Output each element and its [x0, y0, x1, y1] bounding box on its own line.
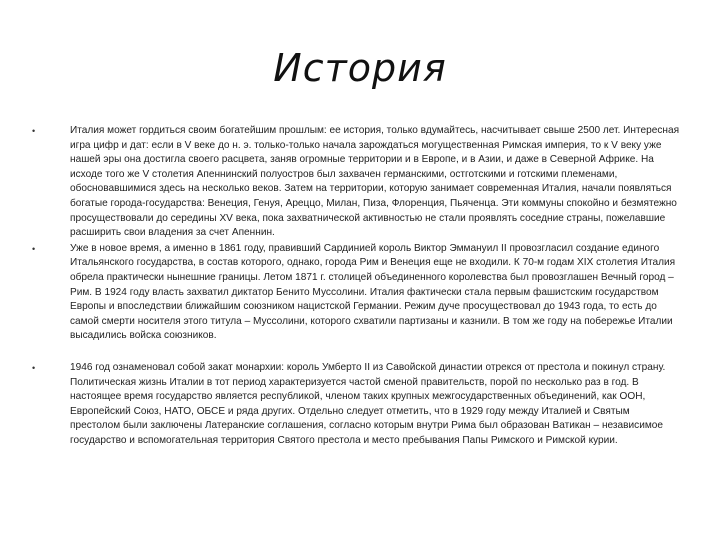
- bullet-text: Италия может гордиться своим богатейшим прошлым: ее история, только вдумайтесь, насчитывает свыше 2500 лет. Интересная игра цифр и дат: если в V веке до н. э. только-только начала зарождаться могущественная Римская империя, то к V веку уже нашей эры она достигла своего расцвета, заняв огромные территории и в Европе, и в Азии, и даже в Северной Африке. На исходе того же V столетия Апеннинский полуостров был захвачен германскими, остготскими и готскими племенами, обосновавшимися здесь на несколько веков. Затем на территории, которую занимает современная Италия, начали появляться богатые города-государства: Венеция, Генуя, Ареццо, Милан, Пиза, Флоренция, Пьяченца. Эти коммуны спокойно и безмятежно просуществовали до середины XV века, пока захватнической активностью не стали проявлять соседние страны, пожелавшие расширить свои владения за счет Апеннин.: [70, 125, 680, 239]
- bullet-item: [30, 242, 680, 344]
- bullet-text: 1946 год ознаменовал собой закат монархии: король Умберто II из Савойской династии отрекся от престола и покинул страну. Политическая жизнь Италии в тот период характеризуется частой сменой правительств, порой по несколько раз в год. В настоящее время государство является республикой, членом таких крупных межгосударственных объединений, как ООН, Европейский Союз, НАТО, ОБСЕ и ряда других. Отдельно следует отметить, что в 1929 году между Италией и Святым престолом были заключены Латеранские соглашения, согласно которым внутри Рима был образован Ватикан – независимое государство и вспомогательная территория Святого престола и место пребывания Папы Римского и Римской курии.: [70, 361, 666, 446]
- slide-title: История: [273, 46, 447, 90]
- bullet-dot-icon: •: [32, 362, 36, 373]
- bullet-dot-icon: •: [32, 243, 36, 254]
- bullet-text: Уже в новое время, а именно в 1861 году, правивший Сардинией король Виктор Эммануил II провозгласил создание единого Итальянского государства, в состав которого, однако, города Рим и Венеция еще не входили. К 70-м годам XIX столетия Италия обрела практически нынешние границы. Летом 1871 г. столицей объединенного королевства был провозглашен Вечный город – Рим. В 1924 году власть захватил диктатор Бенито Муссолини. Италия фактически стала первым фашистским государством Европы и впоследствии ближайшим союзником нацистской Германии. Режим дуче просуществовал до 1943 года, то есть до самой смерти носителя этого титула – Муссолини, которого схватили партизаны и казнили. В том же году на побережье Италии высадились войска союзников.: [70, 242, 676, 342]
- bullet-dot-icon: •: [32, 126, 36, 136]
- bullet-list: [30, 124, 680, 448]
- bullet-item: [30, 124, 680, 241]
- bullet-item: [30, 361, 680, 449]
